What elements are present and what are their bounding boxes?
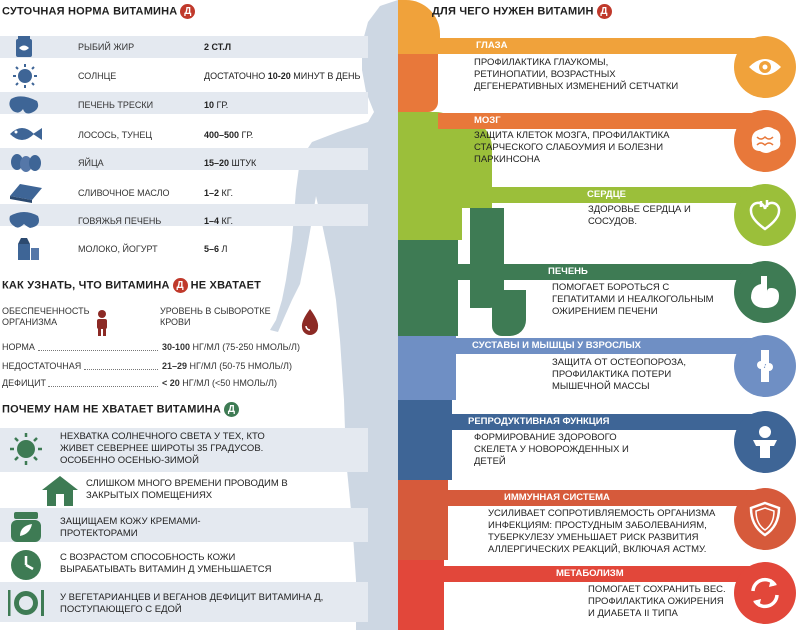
benefit-label: СУСТАВЫ И МЫШЦЫ У ВЗРОСЛЫХ	[472, 340, 642, 351]
food-qty: 10 ГР.	[204, 100, 229, 110]
benefit-liver-bar	[458, 264, 770, 280]
benefit-text: ПОМОГАЕТ СОХРАНИТЬ ВЕС. ПРОФИЛАКТИКА ОЖИРЕНИЯ И ДИАБЕТА II ТИПА	[588, 584, 726, 619]
body-joints-section	[398, 336, 456, 400]
cod-liver-icon	[6, 93, 44, 117]
fish-oil-jar-icon	[6, 35, 44, 59]
level-value: 21–29 НГ/МЛ (50-75 НМОЛЬ/Л)	[162, 361, 292, 371]
brain-icon	[747, 123, 783, 159]
person-icon	[94, 310, 110, 341]
body-liver-section	[398, 240, 458, 336]
benefits-title: ДЛЯ ЧЕГО НУЖЕН ВИТАМИН Д	[432, 4, 612, 19]
daily-norm-band	[0, 92, 368, 114]
level-label: ДЕФИЦИТ	[2, 378, 47, 388]
benefit-text: ФОРМИРОВАНИЕ ЗДОРОВОГО СКЕЛЕТА У НОВОРОЖДЕННЫХ И ДЕТЕЙ	[474, 432, 629, 467]
benefit-text: ЗАЩИТА КЛЕТОК МОЗГА, ПРОФИЛАКТИКА СТАРЧЕСКОГО СЛАБОУМИЯ И БОЛЕЗНИ ПАРКИНСОНА	[474, 130, 670, 165]
food-qty: 2 СТ.Л	[204, 42, 232, 52]
sun-icon	[6, 64, 44, 88]
baby-icon	[747, 424, 783, 460]
food-qty: 1–4 КГ.	[204, 216, 234, 226]
reason-text: С ВОЗРАСТОМ СПОСОБНОСТЬ КОЖИ ВЫРАБАТЫВАТЬ ВИТАМИН Д УМЕНЬШАЕТСЯ	[60, 552, 272, 575]
dotted-leader	[38, 350, 158, 351]
shield-icon	[747, 501, 783, 537]
body-reproductive-section	[398, 400, 452, 480]
benefit-joints-bar	[456, 338, 770, 354]
house-icon	[40, 474, 80, 508]
food-name: ЯЙЦА	[78, 158, 104, 168]
benefit-eyes-circle	[734, 36, 796, 98]
benefit-label: ИММУННАЯ СИСТЕМА	[504, 492, 610, 503]
heart-icon	[747, 197, 783, 233]
food-qty: 1–2 КГ.	[204, 188, 234, 198]
level-label: НЕДОСТАТОЧНАЯ	[2, 361, 82, 371]
cream-jar-icon	[6, 510, 46, 544]
level-value: 30-100 НГ/МЛ (75-250 НМОЛЬ/Л)	[162, 342, 300, 352]
benefit-joints-circle	[734, 335, 796, 397]
column-header-serum: УРОВЕНЬ В СЫВОРОТКЕ КРОВИ	[160, 306, 271, 327]
daily-norm-band	[0, 148, 368, 170]
dotted-leader	[48, 386, 158, 387]
dotted-leader	[84, 369, 158, 370]
food-name: МОЛОКО, ЙОГУРТ	[78, 244, 158, 254]
food-name: СОЛНЦЕ	[78, 71, 117, 81]
plate-cutlery-icon	[6, 586, 46, 620]
benefit-label: РЕПРОДУКТИВНАЯ ФУНКЦИЯ	[468, 416, 610, 427]
reason-text: У ВЕГЕТАРИАНЦЕВ И ВЕГАНОВ ДЕФИЦИТ ВИТАМИНА Д, ПОСТУПАЮЩЕГО С ЕДОЙ	[60, 592, 324, 615]
body-hand	[492, 290, 526, 336]
benefit-text: ЗДОРОВЬЕ СЕРДЦА И СОСУДОВ.	[588, 204, 691, 227]
benefit-heart-bar	[492, 187, 770, 203]
benefit-eyes-bar	[440, 38, 770, 54]
level-label: НОРМА	[2, 342, 35, 352]
daily-norm-band	[0, 204, 368, 226]
clock-icon	[6, 548, 46, 582]
blood-drop-icon	[300, 308, 320, 341]
benefit-text: ЗАЩИТА ОТ ОСТЕОПОРОЗА, ПРОФИЛАКТИКА ПОТЕРИ МЫШЕЧНОЙ МАССЫ	[552, 357, 687, 392]
food-name: ЛОСОСЬ, ТУНЕЦ	[78, 130, 152, 140]
benefit-label: ПЕЧЕНЬ	[548, 266, 588, 277]
benefit-brain-circle	[734, 110, 796, 172]
column-header-supply: ОБЕСПЕЧЕННОСТЬ ОРГАНИЗМА	[2, 306, 90, 327]
eggs-icon	[6, 151, 44, 175]
vitamin-d-badge: Д	[224, 402, 239, 417]
benefit-reproductive-bar	[452, 414, 770, 430]
fish-icon	[6, 122, 44, 146]
body-metabolism-section	[398, 560, 444, 630]
benefit-immune-circle	[734, 488, 796, 550]
beef-liver-icon	[6, 208, 44, 232]
benefit-label: ГЛАЗА	[476, 40, 508, 51]
benefit-text: ПОМОГАЕТ БОРОТЬСЯ С ГЕПАТИТАМИ И НЕАЛКОГОЛЬНЫМ ОЖИРЕНИЕМ ПЕЧЕНИ	[552, 282, 714, 317]
food-name: СЛИВОЧНОЕ МАСЛО	[78, 188, 170, 198]
vitamin-d-badge: Д	[180, 4, 195, 19]
level-value: < 20 НГ/МЛ (<50 НМОЛЬ/Л)	[162, 378, 277, 388]
benefit-text: ПРОФИЛАКТИКА ГЛАУКОМЫ, РЕТИНОПАТИИ, ВОЗРАСТНЫХ ДЕГЕНЕРАТИВНЫХ ИЗМЕНЕНИЙ СЕТЧАТКИ	[474, 57, 679, 92]
liver-stomach-icon	[747, 274, 783, 310]
bone-joint-icon	[747, 348, 783, 384]
benefit-brain-bar	[438, 113, 770, 129]
daily-norm-band	[0, 36, 368, 58]
body-brain-section	[398, 54, 438, 112]
benefit-reproductive-circle	[734, 411, 796, 473]
body-immune-section	[398, 480, 448, 560]
vitamin-d-badge: Д	[597, 4, 612, 19]
benefit-label: МОЗГ	[474, 115, 501, 126]
reasons-title: ПОЧЕМУ НАМ НЕ ХВАТАЕТ ВИТАМИНА Д	[2, 402, 239, 417]
benefit-label: МЕТАБОЛИЗМ	[556, 568, 624, 579]
milk-carton-icon	[6, 236, 44, 260]
benefit-text: УСИЛИВАЕТ СОПРОТИВЛЯЕМОСТЬ ОРГАНИЗМА ИНФЕКЦИЯМ: ПРОСТУДНЫМ ЗАБОЛЕВАНИЯМ, ТУБЕРКУЛЕЗУ УМЕНЬШАЕТ РИСК РАЗВИТИЯ АЛЛЕРГИЧЕСКИХ РЕАКЦИЙ, ВКЛЮЧАЯ АСТМУ.	[488, 508, 716, 555]
benefit-metabolism-bar	[444, 566, 770, 582]
food-name: ПЕЧЕНЬ ТРЕСКИ	[78, 100, 154, 110]
cycle-arrows-icon	[747, 575, 783, 611]
food-name: ГОВЯЖЬЯ ПЕЧЕНЬ	[78, 216, 162, 226]
benefit-immune-bar	[448, 490, 770, 506]
reason-text: НЕХВАТКА СОЛНЕЧНОГО СВЕТА У ТЕХ, КТО ЖИВЕТ СЕВЕРНЕЕ ШИРОТЫ 35 ГРАДУСОВ. ОСОБЕННО ОСЕНЬЮ-ЗИМОЙ	[60, 431, 265, 466]
sun-icon	[6, 432, 46, 466]
butter-icon	[6, 180, 44, 204]
food-name: РЫБИЙ ЖИР	[78, 42, 135, 52]
food-qty: 400–500 ГР.	[204, 130, 254, 140]
daily-norm-title: СУТОЧНАЯ НОРМА ВИТАМИНА Д	[2, 4, 195, 19]
benefit-metabolism-circle	[734, 562, 796, 624]
food-qty: ДОСТАТОЧНО 10-20 МИНУТ В ДЕНЬ	[204, 71, 361, 81]
deficit-check-title: КАК УЗНАТЬ, ЧТО ВИТАМИНА Д НЕ ХВАТАЕТ	[2, 279, 262, 292]
benefit-heart-circle	[734, 184, 796, 246]
reason-text: ЗАЩИЩАЕМ КОЖУ КРЕМАМИ-ПРОТЕКТОРАМИ	[60, 516, 201, 539]
benefit-label: СЕРДЦЕ	[587, 189, 626, 200]
eye-icon	[747, 49, 783, 85]
reason-text: СЛИШКОМ МНОГО ВРЕМЕНИ ПРОВОДИМ В ЗАКРЫТЫХ ПОМЕЩЕНИЯХ	[86, 478, 288, 501]
benefit-liver-circle	[734, 261, 796, 323]
food-qty: 5–6 Л	[204, 244, 228, 254]
food-qty: 15–20 ШТУК	[204, 158, 257, 168]
vitamin-d-badge: Д	[173, 278, 188, 293]
